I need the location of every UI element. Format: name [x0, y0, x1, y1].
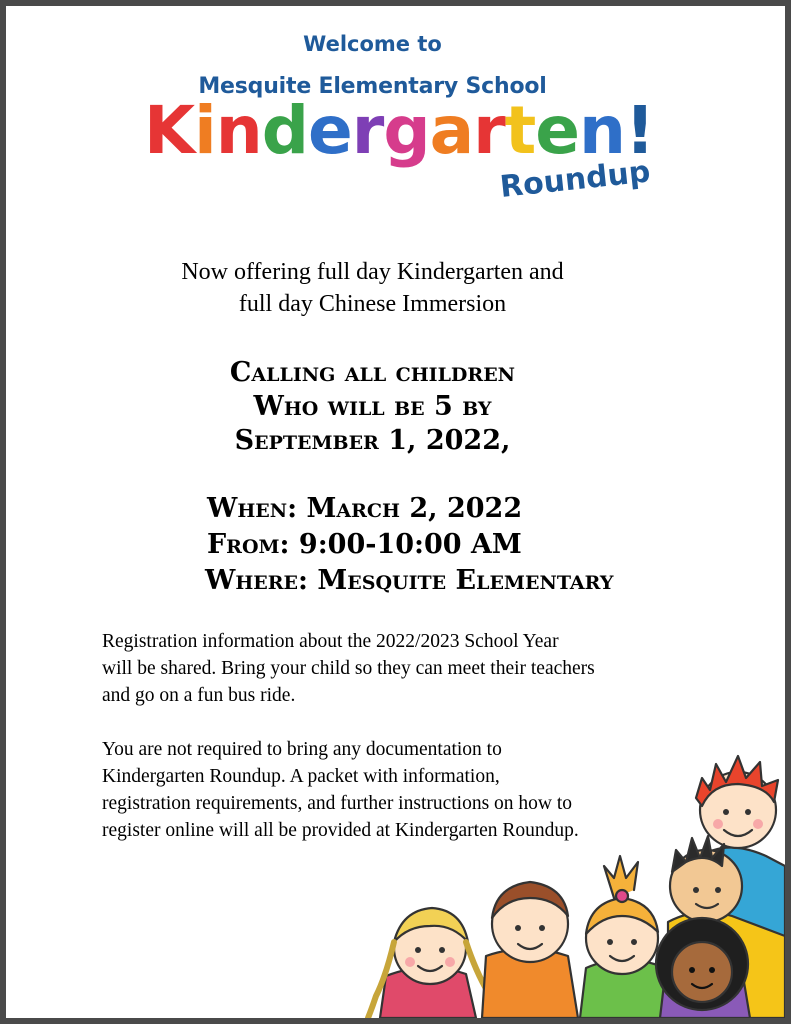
- kid-blonde-braids: [368, 908, 498, 1018]
- registration-paragraph: [102, 628, 722, 709]
- offering-line: full day Chinese Immersion: [238, 291, 507, 317]
- school-name: Mesquite Elementary School: [198, 74, 547, 99]
- title-letter: a: [429, 92, 474, 169]
- title-letter: i: [194, 92, 216, 169]
- title-letter: r: [473, 92, 505, 169]
- calling-block: [6, 356, 739, 458]
- calling-line: Calling all children: [229, 357, 516, 388]
- flyer-page: [6, 6, 785, 1018]
- paragraph-line: will be shared. Bring your child so they can meet their teachers: [102, 658, 595, 679]
- title-letter: d: [261, 92, 309, 169]
- paragraph-line: register online will all be provided at Kindergarten Roundup.: [102, 820, 579, 841]
- children-illustration: [346, 746, 785, 1018]
- event-location: Where: Mesquite Elementary: [205, 565, 614, 596]
- calling-line: September 1, 2022,: [234, 425, 511, 456]
- title-letter: n: [215, 92, 262, 169]
- event-time: From: 9:00-10:00 AM: [207, 529, 522, 560]
- title-letter: t: [504, 92, 536, 169]
- title-letter: r: [351, 92, 384, 169]
- title-letter: n: [579, 92, 626, 169]
- kid-curly-hair: [656, 918, 750, 1018]
- title-letter: !: [625, 92, 655, 169]
- paragraph-line: and go on a fun bus ride.: [102, 685, 296, 706]
- title-letter: K: [144, 92, 195, 169]
- paragraph-line: Registration information about the 2022/2023 School Year: [102, 631, 559, 652]
- paragraph-line: Kindergarten Roundup. A packet with information,: [102, 766, 500, 787]
- offering-line: Now offering full day Kindergarten and: [181, 259, 564, 285]
- paragraph-line: You are not required to bring any documentation to: [102, 739, 502, 760]
- calling-line: Who will be 5 by: [253, 391, 492, 422]
- title-letter: e: [308, 92, 352, 169]
- paragraph-line: registration requirements, and further instructions on how to: [102, 793, 573, 814]
- title-letter: g: [383, 92, 430, 169]
- kid-ponytail: [580, 856, 668, 1018]
- kid-brown-hair: [482, 882, 578, 1018]
- kindergarten-title: [144, 92, 655, 169]
- roundup-subtitle: Roundup: [498, 154, 652, 205]
- event-date: When: March 2, 2022: [207, 493, 523, 524]
- offering-text: [6, 256, 739, 320]
- welcome-line: Welcome to: [303, 32, 442, 56]
- title-letter: e: [535, 92, 580, 169]
